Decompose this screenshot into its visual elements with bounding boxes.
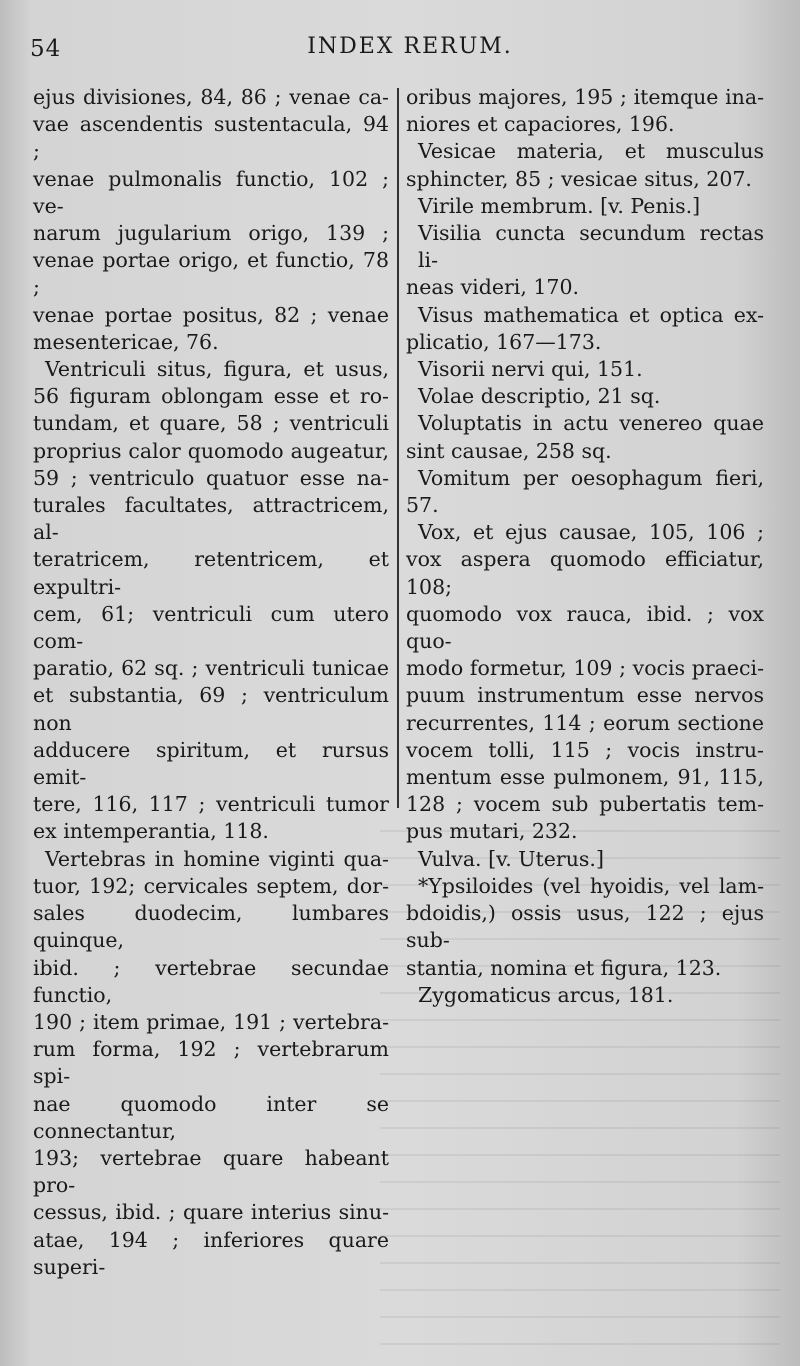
entry-line: nae quomodo inter se connectantur, bbox=[33, 1091, 389, 1143]
index-entry bbox=[406, 383, 764, 410]
entry-line: vox aspera quomodo efficiatur, 108; bbox=[406, 547, 764, 599]
entry-line: venae portae positus, 82 ; venae bbox=[33, 302, 389, 327]
entry-line: tundam, et quare, 58 ; ventriculi bbox=[33, 411, 389, 436]
entry-line: 59 ; ventriculo quatuor esse na- bbox=[33, 465, 389, 490]
left-column bbox=[33, 84, 389, 1281]
index-entry bbox=[406, 193, 764, 220]
entry-line: Voluptatis in actu venereo quae bbox=[418, 411, 764, 436]
entry-line: ejus divisiones, 84, 86 ; venae ca- bbox=[33, 85, 389, 109]
entry-line: oribus majores, 195 ; itemque ina- bbox=[406, 85, 764, 109]
entry-line: turales facultates, attractricem, al- bbox=[33, 493, 389, 545]
entry-line: venae portae origo, et functio, 78 ; bbox=[33, 248, 389, 300]
entry-line: Vulva. [v. Uterus.] bbox=[418, 846, 604, 871]
entry-line: modo formetur, 109 ; vocis praeci- bbox=[406, 656, 764, 681]
entry-line: rum forma, 192 ; vertebrarum spi- bbox=[33, 1037, 389, 1089]
entry-line: Vertebras in homine viginti qua- bbox=[45, 846, 389, 871]
entry-line: 56 figuram oblongam esse et ro- bbox=[33, 384, 389, 409]
show-through-texture bbox=[380, 830, 780, 1346]
entry-line: cem, 61; ventriculi cum utero com- bbox=[33, 601, 389, 654]
entry-line: 128 ; vocem sub pubertatis tem- bbox=[406, 792, 764, 817]
entry-line: stantia, nomina et figura, 123. bbox=[406, 955, 722, 980]
entry-line: tuor, 192; cervicales septem, dor- bbox=[33, 873, 389, 898]
entry-line: narum jugularium origo, 139 ; bbox=[33, 221, 389, 246]
entry-line: venae pulmonalis functio, 102 ; ve- bbox=[33, 166, 389, 218]
entry-line: mesentericae, 76. bbox=[33, 329, 219, 354]
entry-line: Vomitum per oesophagum fieri, bbox=[418, 465, 764, 490]
entry-line: ibid. ; vertebrae secundae functio, bbox=[33, 955, 389, 1007]
index-entry bbox=[406, 465, 764, 519]
entry-line: puum instrumentum esse nervos bbox=[406, 683, 764, 708]
entry-line: vae ascendentis sustentacula, 94 ; bbox=[33, 112, 389, 164]
entry-line: sales duodecim, lumbares quinque, bbox=[33, 901, 389, 953]
entry-line: et substantia, 69 ; ventriculum non bbox=[33, 683, 389, 735]
page-number: 54 bbox=[30, 36, 62, 62]
entry-line: teratricem, retentricem, et expultri- bbox=[33, 547, 389, 599]
entry-line: Visilia cuncta secundum rectas li- bbox=[418, 221, 764, 273]
index-entry bbox=[33, 846, 389, 1281]
index-entry bbox=[406, 410, 764, 464]
entry-line: Virile membrum. [v. Penis.] bbox=[418, 193, 701, 218]
index-entry bbox=[406, 356, 764, 383]
entry-line: recurrentes, 114 ; eorum sectione bbox=[406, 710, 764, 735]
entry-line: cessus, ibid. ; quare interius sinu- bbox=[33, 1200, 389, 1225]
entry-line: sint causae, 258 sq. bbox=[406, 438, 612, 463]
index-entry bbox=[406, 84, 764, 138]
entry-line: Visorii nervi qui, 151. bbox=[418, 357, 643, 382]
entry-line: vocem tolli, 115 ; vocis instru- bbox=[406, 737, 764, 762]
entry-line: atae, 194 ; inferiores quare superi- bbox=[33, 1227, 389, 1279]
entry-line: paratio, 62 sq. ; ventriculi tunicae bbox=[33, 656, 389, 681]
entry-line: Vesicae materia, et musculus bbox=[418, 139, 764, 164]
entry-line: neas videri, 170. bbox=[406, 275, 580, 300]
index-entry bbox=[406, 302, 764, 356]
entry-line: adducere spiritum, et rursus emit- bbox=[33, 737, 389, 790]
entry-line: *Ypsiloides (vel hyoidis, vel lam- bbox=[418, 873, 764, 898]
entry-line: Vox, et ejus causae, 105, 106 ; bbox=[418, 520, 764, 545]
entry-line: 190 ; item primae, 191 ; vertebra- bbox=[33, 1009, 389, 1034]
entry-line: plicatio, 167—173. bbox=[406, 329, 602, 354]
index-entry bbox=[406, 220, 764, 302]
entry-line: pus mutari, 232. bbox=[406, 819, 578, 844]
column-rule bbox=[397, 88, 399, 808]
running-head: INDEX RERUM. bbox=[307, 34, 513, 59]
index-entry bbox=[406, 519, 764, 845]
entry-line: Zygomaticus arcus, 181. bbox=[418, 982, 674, 1007]
entry-line: quomodo vox rauca, ibid. ; vox quo- bbox=[406, 601, 764, 654]
entry-line: sphincter, 85 ; vesicae situs, 207. bbox=[406, 166, 752, 191]
entry-line: mentum esse pulmonem, 91, 115, bbox=[406, 765, 764, 790]
entry-line: ex intemperantia, 118. bbox=[33, 819, 269, 844]
entry-line: tere, 116, 117 ; ventriculi tumor bbox=[33, 792, 389, 817]
index-entry bbox=[406, 138, 764, 192]
entry-line: 193; vertebrae quare habeant pro- bbox=[33, 1145, 389, 1198]
entry-line: bdoidis,) ossis usus, 122 ; ejus sub- bbox=[406, 901, 764, 953]
entry-line: proprius calor quomodo augeatur, bbox=[33, 438, 389, 463]
entry-line: niores et capaciores, 196. bbox=[406, 112, 675, 137]
entry-line: Volae descriptio, 21 sq. bbox=[418, 384, 661, 409]
entry-line: Ventriculi situs, figura, et usus, bbox=[45, 357, 389, 382]
index-entry bbox=[33, 356, 389, 846]
entry-line: 57. bbox=[406, 493, 439, 518]
index-entry bbox=[33, 84, 389, 356]
entry-line: Visus mathematica et optica ex- bbox=[418, 302, 764, 327]
